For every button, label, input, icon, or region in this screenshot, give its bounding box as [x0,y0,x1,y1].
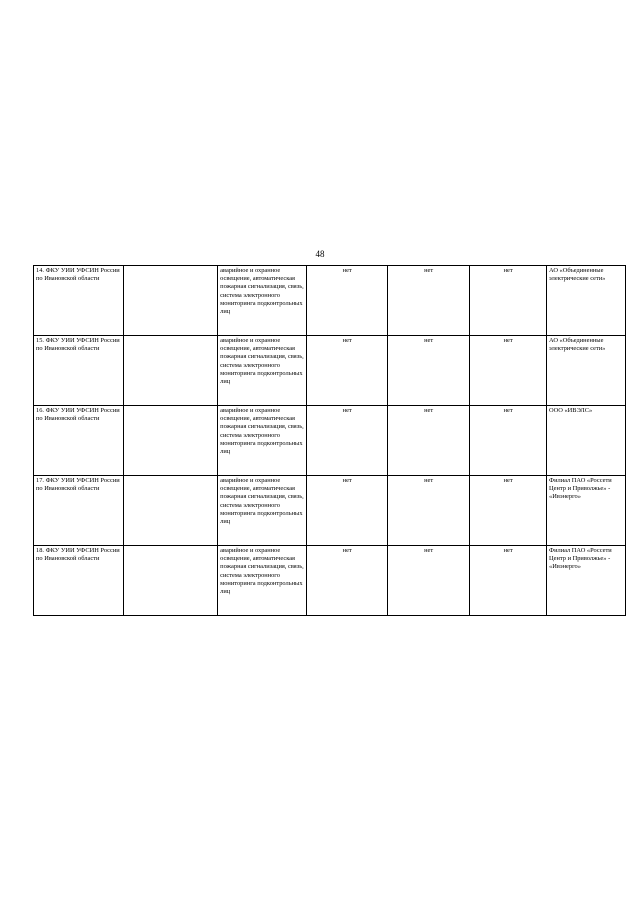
supplier-cell: Филиал ПАО «Россети Центр и Приволжье» - «Ивэнерго» [547,546,626,616]
value-cell: нет [470,266,547,336]
value-cell: нет [388,406,470,476]
organization-cell: 16. ФКУ УИИ УФСИН России по Ивановской области [34,406,124,476]
table-row [34,546,626,616]
organization-cell: 14. ФКУ УИИ УФСИН России по Ивановской области [34,266,124,336]
systems-cell: аварийное и охранное освещение, автоматическая пожарная сигнализация, связь, система электронного мониторинга подконтрольных лиц [218,546,307,616]
registry-table [33,265,626,616]
supplier-cell: Филиал ПАО «Россети Центр и Приволжье» - «Ивэнерго» [547,476,626,546]
blank-cell [124,546,218,616]
systems-cell: аварийное и охранное освещение, автоматическая пожарная сигнализация, связь, система электронного мониторинга подконтрольных лиц [218,476,307,546]
blank-cell [124,406,218,476]
blank-cell [124,266,218,336]
organization-cell: 15. ФКУ УИИ УФСИН России по Ивановской области [34,336,124,406]
organization-cell: 17. ФКУ УИИ УФСИН России по Ивановской области [34,476,124,546]
systems-cell: аварийное и охранное освещение, автоматическая пожарная сигнализация, связь, система электронного мониторинга подконтрольных лиц [218,336,307,406]
organization-cell: 18. ФКУ УИИ УФСИН России по Ивановской области [34,546,124,616]
value-cell: нет [470,406,547,476]
supplier-cell: АО «Объединенные электрические сети» [547,336,626,406]
value-cell: нет [388,266,470,336]
systems-cell: аварийное и охранное освещение, автоматическая пожарная сигнализация, связь, система электронного мониторинга подконтрольных лиц [218,266,307,336]
value-cell: нет [388,336,470,406]
page-number: 48 [315,249,325,259]
value-cell: нет [470,476,547,546]
value-cell: нет [307,546,388,616]
systems-cell: аварийное и охранное освещение, автоматическая пожарная сигнализация, связь, система электронного мониторинга подконтрольных лиц [218,406,307,476]
value-cell: нет [307,266,388,336]
blank-cell [124,476,218,546]
value-cell: нет [470,336,547,406]
table-row [34,406,626,476]
value-cell: нет [307,336,388,406]
supplier-cell: АО «Объединенные электрические сети» [547,266,626,336]
value-cell: нет [470,546,547,616]
value-cell: нет [307,476,388,546]
value-cell: нет [388,546,470,616]
blank-cell [124,336,218,406]
value-cell: нет [388,476,470,546]
supplier-cell: ООО «ИВЭЛС» [547,406,626,476]
value-cell: нет [307,406,388,476]
table-row [34,266,626,336]
table-row [34,476,626,546]
table-row [34,336,626,406]
